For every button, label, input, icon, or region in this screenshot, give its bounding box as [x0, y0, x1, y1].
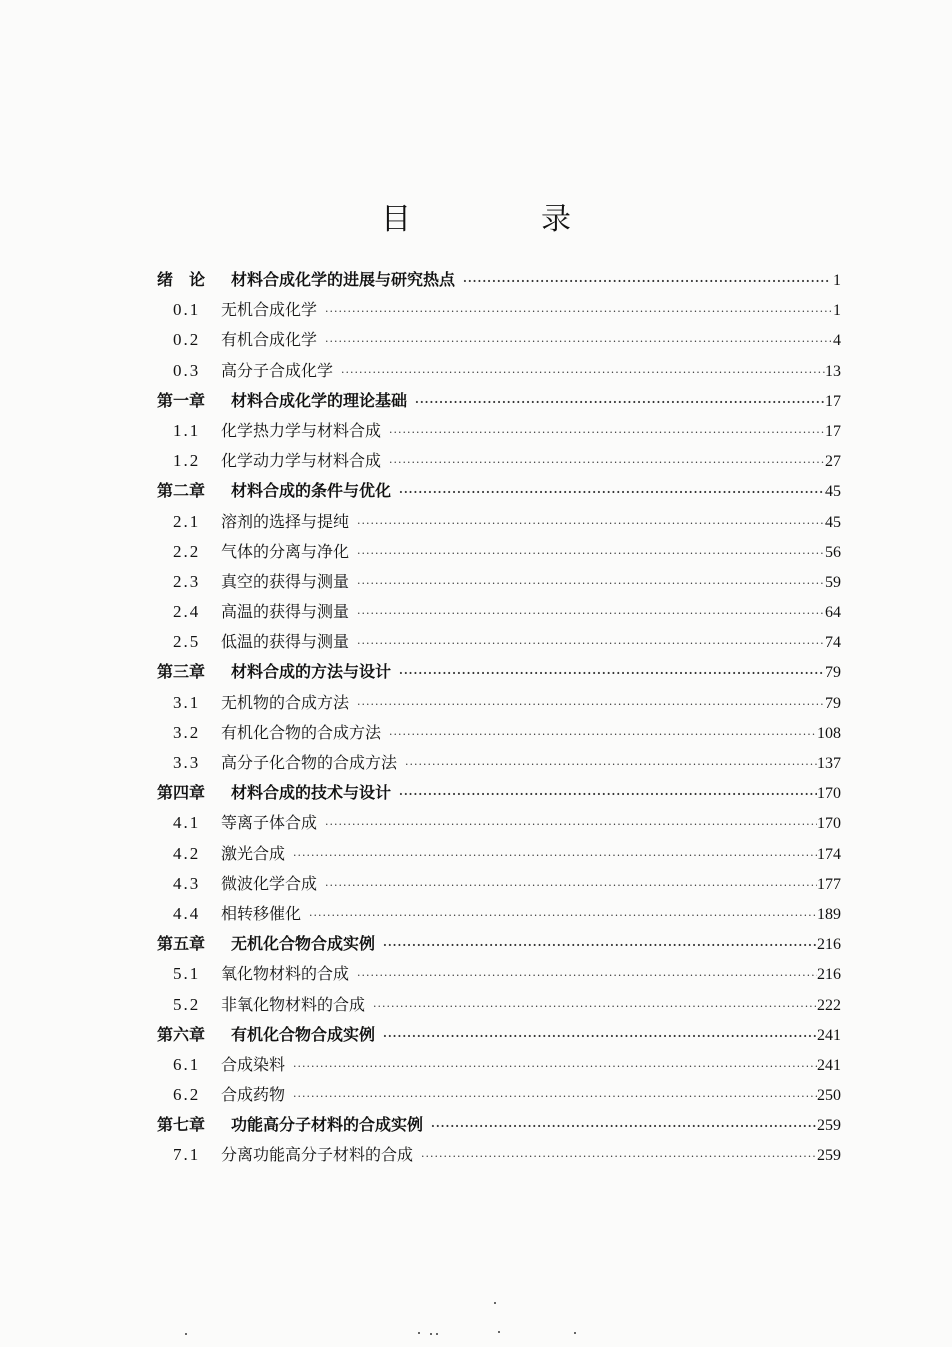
toc-dot-leader: [395, 780, 817, 810]
toc-chapter-row[interactable]: [157, 476, 841, 506]
toc-entry-number: 4.3: [173, 873, 201, 893]
toc-dot-leader: [321, 871, 817, 901]
toc-entry-title: 高分子化合物的合成方法: [221, 753, 398, 772]
toc-dot-leader: [417, 1142, 817, 1172]
toc-entry-title: 无机物的合成方法: [221, 692, 350, 712]
toc-chapter-row[interactable]: [157, 778, 841, 808]
toc-page-number: 64: [825, 604, 841, 622]
toc-entry-number: 4.2: [173, 843, 201, 863]
toc-entry-number: 第一章: [157, 390, 206, 410]
toc-section-row[interactable]: [157, 627, 841, 657]
toc-page-number: 56: [825, 543, 841, 561]
toc-entry-number: 1.2: [173, 451, 201, 471]
toc-page-number: 59: [825, 573, 841, 591]
toc-entry-title: 材料合成的技术与设计: [231, 783, 392, 803]
toc-entry-number: 第六章: [157, 1024, 206, 1044]
toc-entry-title: 功能高分子材料的合成实例: [231, 1115, 424, 1135]
toc-chapter-row[interactable]: [157, 265, 841, 295]
toc-entry-title: 真空的获得与测量: [221, 571, 350, 591]
toc-section-row[interactable]: [157, 1140, 841, 1170]
toc-chapter-row[interactable]: [157, 929, 841, 959]
toc-entry-number: 7.1: [173, 1145, 201, 1165]
toc-dot-leader: [459, 267, 831, 297]
toc-entry-number: 2.2: [173, 541, 201, 561]
toc-section-row[interactable]: [157, 325, 841, 355]
toc-page-number: 189: [817, 905, 841, 923]
toc-dot-leader: [353, 599, 825, 629]
toc-entry-number: 1.1: [173, 420, 201, 440]
toc-section-row[interactable]: [157, 416, 841, 446]
toc-dot-leader: [353, 539, 825, 569]
toc-chapter-row[interactable]: [157, 657, 841, 687]
toc-page-number: 222: [817, 996, 841, 1014]
toc-entry-title: 材料合成的方法与设计: [231, 662, 392, 682]
toc-entry-title: 材料合成化学的进展与研究热点: [231, 270, 456, 289]
toc-section-row[interactable]: [157, 718, 841, 748]
toc-dot-leader: [289, 841, 817, 871]
toc-dot-leader: [321, 810, 817, 840]
toc-dot-leader: [353, 509, 825, 539]
toc-dot-leader: [369, 992, 817, 1022]
toc-section-row[interactable]: [157, 446, 841, 476]
toc-section-row[interactable]: [157, 567, 841, 597]
toc-dot-leader: [401, 750, 817, 780]
toc-section-row[interactable]: [157, 808, 841, 838]
toc-entry-title: 非氧化物材料的合成: [221, 994, 366, 1014]
toc-entry-number: 4.1: [173, 813, 201, 833]
toc-section-row[interactable]: [157, 839, 841, 869]
toc-dot-leader: [385, 720, 817, 750]
toc-page-number: 170: [817, 785, 841, 803]
toc-entry-number: 3.2: [173, 722, 201, 742]
toc-page-number: 170: [817, 815, 841, 833]
toc-entry-title: 化学动力学与材料合成: [221, 451, 382, 471]
toc-entry-title: 氧化物材料的合成: [221, 964, 350, 984]
toc-entry-title: 低温的获得与测量: [221, 632, 350, 652]
toc-page-number: 259: [817, 1117, 841, 1135]
toc-entry-number: 0.3: [173, 360, 201, 380]
toc-dot-leader: [427, 1112, 817, 1142]
toc-section-row[interactable]: [157, 688, 841, 718]
toc-section-row[interactable]: [157, 537, 841, 567]
toc-dot-leader: [305, 901, 817, 931]
toc-page-number: 250: [817, 1087, 841, 1105]
toc-entry-title: 等离子体合成: [221, 813, 318, 833]
toc-page-number: 4: [833, 332, 841, 350]
toc-dot-leader: [395, 478, 825, 508]
toc-section-row[interactable]: [157, 507, 841, 537]
toc-entry-number: 5.1: [173, 964, 201, 984]
toc-entry-number: 5.2: [173, 994, 201, 1014]
toc-entry-number: 2.1: [173, 511, 201, 531]
speck: [494, 1302, 496, 1304]
toc-entry-title: 无机合成化学: [221, 300, 318, 320]
speck: [574, 1332, 576, 1334]
toc-section-row[interactable]: [157, 1080, 841, 1110]
toc-dot-leader: [395, 659, 825, 689]
toc-page-number: 241: [817, 1026, 841, 1044]
toc-entry-title: 分离功能高分子材料的合成: [221, 1145, 414, 1165]
toc-entry-number: 第七章: [157, 1115, 206, 1135]
toc-entry-title: 溶剂的选择与提纯: [221, 511, 350, 531]
toc-chapter-row[interactable]: [157, 386, 841, 416]
toc-page-number: 17: [825, 422, 841, 440]
toc-dot-leader: [337, 358, 825, 388]
speck: [430, 1333, 432, 1335]
toc-entry-number: 0.1: [173, 300, 201, 320]
toc-page-number: 177: [817, 875, 841, 893]
toc-entry-number: 第二章: [157, 481, 206, 501]
speck: [498, 1331, 500, 1333]
toc-entry-title: 有机化合物合成实例: [231, 1024, 376, 1044]
toc-page-number: 74: [825, 634, 841, 652]
toc-entry-number: 第五章: [157, 934, 206, 954]
toc-page-number: 79: [825, 694, 841, 712]
toc-page-number: 259: [817, 1147, 841, 1165]
toc-page-number: 45: [825, 513, 841, 531]
toc-entry-title: 激光合成: [221, 843, 286, 863]
toc-dot-leader: [379, 931, 817, 961]
toc-page-number: 13: [825, 362, 841, 380]
toc-entry-title: 高温的获得与测量: [221, 602, 350, 622]
toc-entry-number: 2.5: [173, 632, 201, 652]
toc-dot-leader: [385, 448, 825, 478]
toc-page-number: 137: [817, 755, 841, 772]
toc-page-number: 45: [825, 483, 841, 501]
toc-entry-number: 3.1: [173, 692, 201, 712]
toc-entry-number: 3.3: [173, 753, 201, 772]
toc-entry-title: 相转移催化: [221, 903, 302, 923]
toc-section-row[interactable]: [157, 356, 841, 386]
speck: [436, 1333, 438, 1335]
toc-entry-title: 微波化学合成: [221, 873, 318, 893]
toc-entry-number: 第四章: [157, 783, 206, 803]
toc-entry-title: 高分子合成化学: [221, 360, 334, 380]
toc-dot-leader: [411, 388, 825, 418]
toc-dot-leader: [379, 1022, 817, 1052]
toc-dot-leader: [321, 327, 831, 357]
toc-section-row[interactable]: [157, 959, 841, 989]
toc-page-number: 1: [833, 272, 841, 289]
toc-entry-number: 6.1: [173, 1054, 201, 1074]
scan-specks: [0, 1300, 952, 1340]
toc-page-number: 216: [817, 936, 841, 954]
toc-dot-leader: [353, 690, 825, 720]
speck: [185, 1333, 187, 1335]
toc-entry-number: 6.2: [173, 1085, 201, 1105]
toc-page-number: 1: [833, 302, 841, 320]
toc-page-number: 79: [825, 664, 841, 682]
toc-dot-leader: [321, 297, 831, 327]
toc-dot-leader: [353, 569, 825, 599]
toc-section-row[interactable]: [157, 869, 841, 899]
toc-page-number: 108: [817, 724, 841, 742]
toc-entry-number: 0.2: [173, 330, 201, 350]
toc-page-number: 17: [825, 392, 841, 410]
toc-entry-title: 化学热力学与材料合成: [221, 420, 382, 440]
toc-chapter-row[interactable]: [157, 1110, 841, 1140]
table-of-contents: [157, 265, 841, 1171]
toc-section-row[interactable]: [157, 295, 841, 325]
toc-page-number: 174: [817, 845, 841, 863]
toc-section-row[interactable]: [157, 899, 841, 929]
toc-section-row[interactable]: [157, 597, 841, 627]
toc-entry-title: 有机合成化学: [221, 330, 318, 350]
toc-entry-title: 材料合成化学的理论基础: [231, 390, 408, 410]
toc-entry-number: 2.4: [173, 602, 201, 622]
toc-entry-number: 4.4: [173, 903, 201, 923]
toc-dot-leader: [385, 418, 825, 448]
toc-entry-title: 合成药物: [221, 1085, 286, 1105]
toc-entry-title: 气体的分离与净化: [221, 541, 350, 561]
toc-section-row[interactable]: [157, 1050, 841, 1080]
toc-dot-leader: [289, 1082, 817, 1112]
toc-entry-number: 2.3: [173, 571, 201, 591]
toc-dot-leader: [353, 961, 817, 991]
toc-chapter-row[interactable]: [157, 1020, 841, 1050]
toc-entry-title: 无机化合物合成实例: [231, 934, 376, 954]
toc-section-row[interactable]: [157, 748, 841, 778]
toc-dot-leader: [353, 629, 825, 659]
toc-entry-number: 绪 论: [157, 270, 206, 289]
toc-entry-title: 有机化合物的合成方法: [221, 722, 382, 742]
page-title: 目 录: [381, 202, 621, 237]
toc-page-number: 216: [817, 966, 841, 984]
toc-entry-number: 第三章: [157, 662, 206, 682]
toc-entry-title: 材料合成的条件与优化: [231, 481, 392, 501]
toc-page-number: 27: [825, 453, 841, 471]
toc-entry-title: 合成染料: [221, 1054, 286, 1074]
toc-section-row[interactable]: [157, 990, 841, 1020]
toc-dot-leader: [289, 1052, 817, 1082]
speck: [418, 1332, 420, 1334]
toc-page-number: 241: [817, 1056, 841, 1074]
